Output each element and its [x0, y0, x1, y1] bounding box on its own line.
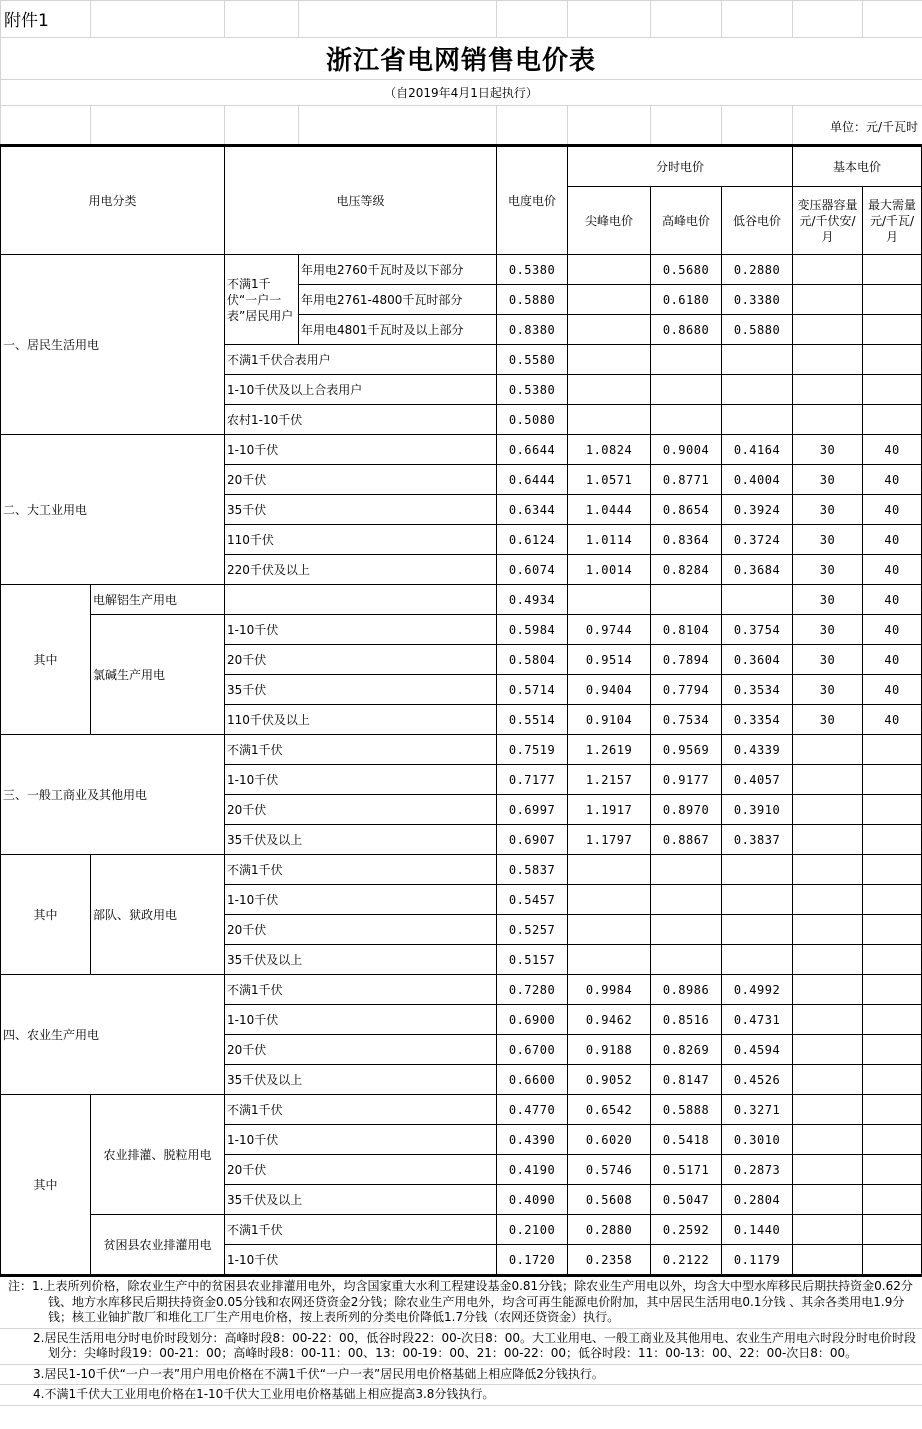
sharp-price-cell — [568, 285, 651, 315]
demand-price-cell — [863, 1065, 922, 1095]
capacity-price-cell: 30 — [793, 525, 863, 555]
capacity-price-cell — [793, 405, 863, 435]
capacity-price-cell — [793, 915, 863, 945]
demand-price-cell — [863, 1155, 922, 1185]
demand-price-cell: 40 — [863, 645, 922, 675]
energy-price-cell: 0.6074 — [497, 555, 568, 585]
valley-price-cell: 0.4164 — [722, 435, 793, 465]
note-text: 3.居民1-10千伏“一户一表”用户用电价格在不满1千伏“一户一表”居民用电价格基础上相应降低2分钱执行。 — [33, 1366, 604, 1381]
energy-price-cell: 0.5257 — [497, 915, 568, 945]
energy-price-cell: 0.6997 — [497, 795, 568, 825]
sharp-price-cell: 1.2619 — [568, 735, 651, 765]
energy-price-cell: 0.5804 — [497, 645, 568, 675]
note-text: 2.居民生活用电分时电价时段划分：高峰时段8：00-22：00，低谷时段22：00-次日8：00。大工业用电、一般工商业及其他用电、农业生产用电六时段分时电价时段划分：尖峰时段19：00-21：00；高峰时段8：00-11：00、13：00-19：00、21：00-22：00；低谷时段：11：00-13：00、22：00-次日8：00。 — [33, 1330, 917, 1360]
peak-price-cell: 0.7794 — [651, 675, 722, 705]
peak-price-cell: 0.9569 — [651, 735, 722, 765]
demand-price-cell: 40 — [863, 705, 922, 735]
voltage-cell: 110千伏及以上 — [225, 705, 497, 735]
voltage-cell: 20千伏 — [225, 465, 497, 495]
voltage-cell: 20千伏 — [225, 1035, 497, 1065]
table-row — [1, 435, 922, 465]
peak-price-cell: 0.7894 — [651, 645, 722, 675]
voltage-cell: 35千伏 — [225, 495, 497, 525]
demand-price-cell — [863, 1005, 922, 1035]
capacity-price-cell: 30 — [793, 435, 863, 465]
energy-price-cell: 0.5457 — [497, 885, 568, 915]
table-row — [1, 1215, 922, 1245]
demand-price-cell — [863, 1245, 922, 1275]
voltage-cell: 不满1千伏 — [225, 1095, 497, 1125]
energy-price-cell: 0.2100 — [497, 1215, 568, 1245]
peak-price-cell: 0.5171 — [651, 1155, 722, 1185]
voltage-cell: 1-10千伏 — [225, 765, 497, 795]
valley-price-cell: 0.3010 — [722, 1125, 793, 1155]
header-tou-group: 分时电价 — [568, 146, 793, 187]
demand-price-cell: 40 — [863, 465, 922, 495]
demand-price-cell: 40 — [863, 525, 922, 555]
note-4 — [0, 1385, 922, 1406]
valley-price-cell — [722, 855, 793, 885]
voltage-cell: 1-10千伏 — [225, 885, 497, 915]
peak-price-cell: 0.8970 — [651, 795, 722, 825]
energy-price-cell: 0.5580 — [497, 345, 568, 375]
demand-price-cell — [863, 285, 922, 315]
sharp-price-cell — [568, 405, 651, 435]
demand-price-cell — [863, 255, 922, 285]
valley-price-cell — [722, 405, 793, 435]
capacity-price-cell — [793, 1095, 863, 1125]
peak-price-cell: 0.7534 — [651, 705, 722, 735]
sharp-price-cell: 1.0571 — [568, 465, 651, 495]
demand-price-cell — [863, 945, 922, 975]
capacity-price-cell — [793, 765, 863, 795]
aluminum-label: 电解铝生产用电 — [91, 585, 225, 615]
price-table — [0, 144, 922, 1275]
valley-price-cell — [722, 585, 793, 615]
energy-price-cell: 0.5984 — [497, 615, 568, 645]
energy-price-cell: 0.5514 — [497, 705, 568, 735]
capacity-price-cell — [793, 1125, 863, 1155]
demand-price-cell — [863, 1125, 922, 1155]
peak-price-cell: 0.9004 — [651, 435, 722, 465]
valley-price-cell: 0.3354 — [722, 705, 793, 735]
single-meter-label: 不满1千伏“一户一表”居民用户 — [225, 255, 299, 345]
sharp-price-cell: 0.6020 — [568, 1125, 651, 1155]
energy-price-cell: 0.5157 — [497, 945, 568, 975]
peak-price-cell: 0.2592 — [651, 1215, 722, 1245]
demand-price-cell — [863, 1035, 922, 1065]
category-general-commerce: 三、一般工商业及其他用电 — [1, 735, 225, 855]
table-row — [1, 975, 922, 1005]
table-row — [1, 735, 922, 765]
sharp-price-cell: 0.9462 — [568, 1005, 651, 1035]
demand-price-cell: 40 — [863, 615, 922, 645]
valley-price-cell: 0.5880 — [722, 315, 793, 345]
sharp-price-cell: 0.9052 — [568, 1065, 651, 1095]
demand-price-cell — [863, 1185, 922, 1215]
sharp-price-cell — [568, 255, 651, 285]
voltage-cell: 年用电2760千瓦时及以下部分 — [299, 255, 497, 285]
valley-price-cell: 0.3604 — [722, 645, 793, 675]
sharp-price-cell: 1.1917 — [568, 795, 651, 825]
capacity-price-cell — [793, 975, 863, 1005]
peak-price-cell — [651, 855, 722, 885]
peak-price-cell: 0.8104 — [651, 615, 722, 645]
sharp-price-cell — [568, 585, 651, 615]
voltage-cell: 1-10千伏 — [225, 435, 497, 465]
effective-date: （自2019年4月1日起执行） — [384, 86, 538, 100]
capacity-price-cell — [793, 375, 863, 405]
capacity-price-cell — [793, 855, 863, 885]
valley-price-cell: 0.2804 — [722, 1185, 793, 1215]
voltage-cell: 1-10千伏及以上合表用户 — [225, 375, 497, 405]
capacity-price-cell — [793, 1245, 863, 1275]
sharp-price-cell: 1.0444 — [568, 495, 651, 525]
table-row — [1, 585, 922, 615]
valley-price-cell: 0.4526 — [722, 1065, 793, 1095]
energy-price-cell: 0.4934 — [497, 585, 568, 615]
demand-price-cell: 40 — [863, 555, 922, 585]
header-transformer-capacity: 变压器容量元/千伏安/月 — [793, 187, 863, 255]
table-row — [1, 255, 922, 285]
capacity-price-cell — [793, 1035, 863, 1065]
voltage-cell: 110千伏 — [225, 525, 497, 555]
energy-price-cell: 0.6644 — [497, 435, 568, 465]
sharp-price-cell — [568, 945, 651, 975]
capacity-price-cell: 30 — [793, 615, 863, 645]
energy-price-cell: 0.6907 — [497, 825, 568, 855]
subcategory-label: 其中 — [1, 585, 91, 735]
chlor-alkali-label: 氯碱生产用电 — [91, 615, 225, 735]
voltage-cell: 35千伏 — [225, 675, 497, 705]
voltage-cell — [225, 585, 497, 615]
peak-price-cell: 0.9177 — [651, 765, 722, 795]
energy-price-cell: 0.6444 — [497, 465, 568, 495]
sharp-price-cell: 0.2880 — [568, 1215, 651, 1245]
capacity-price-cell: 30 — [793, 585, 863, 615]
header-basic-group: 基本电价 — [793, 146, 922, 187]
peak-price-cell: 0.5888 — [651, 1095, 722, 1125]
capacity-price-cell: 30 — [793, 645, 863, 675]
valley-price-cell — [722, 945, 793, 975]
demand-price-cell — [863, 825, 922, 855]
capacity-price-cell — [793, 1065, 863, 1095]
voltage-cell: 35千伏及以上 — [225, 945, 497, 975]
sharp-price-cell — [568, 345, 651, 375]
capacity-price-cell: 30 — [793, 555, 863, 585]
energy-price-cell: 0.5837 — [497, 855, 568, 885]
notes-section — [0, 1274, 922, 1406]
valley-price-cell — [722, 345, 793, 375]
energy-price-cell: 0.6344 — [497, 495, 568, 525]
energy-price-cell: 0.5380 — [497, 255, 568, 285]
note-1 — [0, 1277, 922, 1329]
sharp-price-cell — [568, 315, 651, 345]
voltage-cell: 35千伏及以上 — [225, 825, 497, 855]
header-valley: 低谷电价 — [722, 187, 793, 255]
category-agriculture: 四、农业生产用电 — [1, 975, 225, 1095]
energy-price-cell: 0.7177 — [497, 765, 568, 795]
energy-price-cell: 0.7519 — [497, 735, 568, 765]
sharp-price-cell: 0.6542 — [568, 1095, 651, 1125]
capacity-price-cell — [793, 1185, 863, 1215]
military-prison-label: 部队、狱政用电 — [91, 855, 225, 975]
valley-price-cell: 0.3534 — [722, 675, 793, 705]
demand-price-cell — [863, 735, 922, 765]
capacity-price-cell — [793, 945, 863, 975]
sharp-price-cell: 0.2358 — [568, 1245, 651, 1275]
valley-price-cell: 0.1440 — [722, 1215, 793, 1245]
valley-price-cell: 0.4004 — [722, 465, 793, 495]
note-text: 注：1.上表所列价格，除农业生产中的贫困县农业排灌用电外，均含国家重大水利工程建设基金0.81分钱；除农业生产用电以外，均含大中型水库移民后期扶持资金0.62分钱、地方水库移民后期扶持资金0.05分钱和农网还贷资金2分钱；除农业生产用电外，均含可再生能源电价附加，其中居民生活用电0.1分钱 、其余各类用电1.9分钱；核工业铀扩散厂和堆化工厂生产用电价格，按上表所列的分类电价降低1.7分钱（农网还贷资金）执行。 — [8, 1279, 913, 1324]
sharp-price-cell: 0.9188 — [568, 1035, 651, 1065]
demand-price-cell — [863, 1095, 922, 1125]
note-text: 4.不满1千伏大工业用电价格在1-10千伏大工业用电价格基础上相应提高3.8分钱执行。 — [33, 1387, 495, 1401]
peak-price-cell — [651, 405, 722, 435]
peak-price-cell: 0.8654 — [651, 495, 722, 525]
demand-price-cell: 40 — [863, 495, 922, 525]
sharp-price-cell — [568, 885, 651, 915]
valley-price-cell: 0.3684 — [722, 555, 793, 585]
voltage-cell: 20千伏 — [225, 1155, 497, 1185]
voltage-cell: 不满1千伏 — [225, 735, 497, 765]
valley-price-cell: 0.3924 — [722, 495, 793, 525]
energy-price-cell: 0.4090 — [497, 1185, 568, 1215]
sharp-price-cell: 0.5746 — [568, 1155, 651, 1185]
peak-price-cell: 0.6180 — [651, 285, 722, 315]
sharp-price-cell — [568, 375, 651, 405]
valley-price-cell — [722, 375, 793, 405]
demand-price-cell: 40 — [863, 675, 922, 705]
table-row — [1, 1095, 922, 1125]
demand-price-cell — [863, 345, 922, 375]
sharp-price-cell: 0.9984 — [568, 975, 651, 1005]
energy-price-cell: 0.6600 — [497, 1065, 568, 1095]
note-3 — [0, 1365, 922, 1386]
peak-price-cell: 0.5418 — [651, 1125, 722, 1155]
peak-price-cell: 0.2122 — [651, 1245, 722, 1275]
capacity-price-cell: 30 — [793, 495, 863, 525]
energy-price-cell: 0.5380 — [497, 375, 568, 405]
demand-price-cell — [863, 915, 922, 945]
capacity-price-cell: 30 — [793, 705, 863, 735]
valley-price-cell: 0.2880 — [722, 255, 793, 285]
annex-label: 附件1 — [4, 11, 49, 31]
capacity-price-cell — [793, 1005, 863, 1035]
header-category: 用电分类 — [1, 146, 225, 255]
peak-price-cell: 0.8269 — [651, 1035, 722, 1065]
demand-price-cell — [863, 405, 922, 435]
sharp-price-cell: 1.1797 — [568, 825, 651, 855]
irrigation-label: 农业排灌、脱粒用电 — [91, 1095, 225, 1215]
peak-price-cell — [651, 915, 722, 945]
sharp-price-cell: 1.2157 — [568, 765, 651, 795]
valley-price-cell: 0.4731 — [722, 1005, 793, 1035]
category-residential: 一、居民生活用电 — [1, 255, 225, 435]
voltage-cell: 20千伏 — [225, 915, 497, 945]
peak-price-cell — [651, 945, 722, 975]
energy-price-cell: 0.4770 — [497, 1095, 568, 1125]
subcategory-label: 其中 — [1, 855, 91, 975]
energy-price-cell: 0.6700 — [497, 1035, 568, 1065]
sharp-price-cell: 0.9744 — [568, 615, 651, 645]
energy-price-cell: 0.4390 — [497, 1125, 568, 1155]
demand-price-cell — [863, 765, 922, 795]
sharp-price-cell: 0.5608 — [568, 1185, 651, 1215]
capacity-price-cell — [793, 795, 863, 825]
sharp-price-cell: 0.9404 — [568, 675, 651, 705]
valley-price-cell: 0.2873 — [722, 1155, 793, 1185]
demand-price-cell — [863, 315, 922, 345]
energy-price-cell: 0.1720 — [497, 1245, 568, 1275]
voltage-cell: 1-10千伏 — [225, 1125, 497, 1155]
demand-price-cell — [863, 795, 922, 825]
page-title: 浙江省电网销售电价表 — [325, 46, 596, 76]
sharp-price-cell: 1.0824 — [568, 435, 651, 465]
energy-price-cell: 0.5714 — [497, 675, 568, 705]
peak-price-cell: 0.8516 — [651, 1005, 722, 1035]
valley-price-cell: 0.3754 — [722, 615, 793, 645]
valley-price-cell: 0.3724 — [722, 525, 793, 555]
sharp-price-cell — [568, 855, 651, 885]
capacity-price-cell — [793, 255, 863, 285]
valley-price-cell: 0.3380 — [722, 285, 793, 315]
voltage-cell: 农村1-10千伏 — [225, 405, 497, 435]
voltage-cell: 不满1千伏合表用户 — [225, 345, 497, 375]
voltage-cell: 20千伏 — [225, 795, 497, 825]
sharp-price-cell — [568, 915, 651, 945]
table-row — [1, 615, 922, 645]
header-peak-sharp: 尖峰电价 — [568, 187, 651, 255]
energy-price-cell: 0.6900 — [497, 1005, 568, 1035]
capacity-price-cell — [793, 345, 863, 375]
voltage-cell: 220千伏及以上 — [225, 555, 497, 585]
capacity-price-cell — [793, 1155, 863, 1185]
voltage-cell: 年用电4801千瓦时及以上部分 — [299, 315, 497, 345]
energy-price-cell: 0.6124 — [497, 525, 568, 555]
sharp-price-cell: 1.0014 — [568, 555, 651, 585]
capacity-price-cell — [793, 315, 863, 345]
demand-price-cell — [863, 855, 922, 885]
header-peak: 高峰电价 — [651, 187, 722, 255]
demand-price-cell — [863, 975, 922, 1005]
sharp-price-cell: 0.9104 — [568, 705, 651, 735]
valley-price-cell: 0.4057 — [722, 765, 793, 795]
capacity-price-cell — [793, 885, 863, 915]
valley-price-cell — [722, 915, 793, 945]
demand-price-cell: 40 — [863, 435, 922, 465]
peak-price-cell — [651, 885, 722, 915]
table-row — [1, 855, 922, 885]
valley-price-cell — [722, 885, 793, 915]
valley-price-cell: 0.4339 — [722, 735, 793, 765]
peak-price-cell: 0.8986 — [651, 975, 722, 1005]
voltage-cell: 不满1千伏 — [225, 1215, 497, 1245]
voltage-cell: 年用电2761-4800千瓦时部分 — [299, 285, 497, 315]
voltage-cell: 不满1千伏 — [225, 855, 497, 885]
sharp-price-cell: 1.0114 — [568, 525, 651, 555]
header-voltage: 电压等级 — [225, 146, 497, 255]
capacity-price-cell — [793, 285, 863, 315]
note-2 — [0, 1329, 922, 1365]
valley-price-cell: 0.3910 — [722, 795, 793, 825]
voltage-cell: 1-10千伏 — [225, 1245, 497, 1275]
poor-county-label: 贫困县农业排灌用电 — [91, 1215, 225, 1275]
peak-price-cell: 0.8867 — [651, 825, 722, 855]
valley-price-cell: 0.3837 — [722, 825, 793, 855]
peak-price-cell — [651, 345, 722, 375]
voltage-cell: 35千伏及以上 — [225, 1185, 497, 1215]
voltage-cell: 35千伏及以上 — [225, 1065, 497, 1095]
unit-label: 单位：元/千瓦时 — [829, 120, 918, 134]
demand-price-cell: 40 — [863, 585, 922, 615]
peak-price-cell: 0.8771 — [651, 465, 722, 495]
peak-price-cell: 0.5047 — [651, 1185, 722, 1215]
capacity-price-cell — [793, 825, 863, 855]
demand-price-cell — [863, 375, 922, 405]
capacity-price-cell — [793, 1215, 863, 1245]
header-max-demand: 最大需量元/千瓦/月 — [863, 187, 922, 255]
sharp-price-cell: 0.9514 — [568, 645, 651, 675]
capacity-price-cell: 30 — [793, 675, 863, 705]
peak-price-cell: 0.8284 — [651, 555, 722, 585]
peak-price-cell: 0.8680 — [651, 315, 722, 345]
capacity-price-cell — [793, 735, 863, 765]
peak-price-cell — [651, 585, 722, 615]
energy-price-cell: 0.7280 — [497, 975, 568, 1005]
peak-price-cell — [651, 375, 722, 405]
voltage-cell: 1-10千伏 — [225, 1005, 497, 1035]
energy-price-cell: 0.5880 — [497, 285, 568, 315]
demand-price-cell — [863, 1215, 922, 1245]
valley-price-cell: 0.1179 — [722, 1245, 793, 1275]
voltage-cell: 1-10千伏 — [225, 615, 497, 645]
valley-price-cell: 0.3271 — [722, 1095, 793, 1125]
header-energy-price: 电度电价 — [497, 146, 568, 255]
category-large-industry: 二、大工业用电 — [1, 435, 225, 585]
subcategory-label: 其中 — [1, 1095, 91, 1275]
valley-price-cell: 0.4594 — [722, 1035, 793, 1065]
energy-price-cell: 0.4190 — [497, 1155, 568, 1185]
peak-price-cell: 0.5680 — [651, 255, 722, 285]
voltage-cell: 不满1千伏 — [225, 975, 497, 1005]
energy-price-cell: 0.8380 — [497, 315, 568, 345]
peak-price-cell: 0.8147 — [651, 1065, 722, 1095]
capacity-price-cell: 30 — [793, 465, 863, 495]
demand-price-cell — [863, 885, 922, 915]
peak-price-cell: 0.8364 — [651, 525, 722, 555]
valley-price-cell: 0.4992 — [722, 975, 793, 1005]
voltage-cell: 20千伏 — [225, 645, 497, 675]
energy-price-cell: 0.5080 — [497, 405, 568, 435]
